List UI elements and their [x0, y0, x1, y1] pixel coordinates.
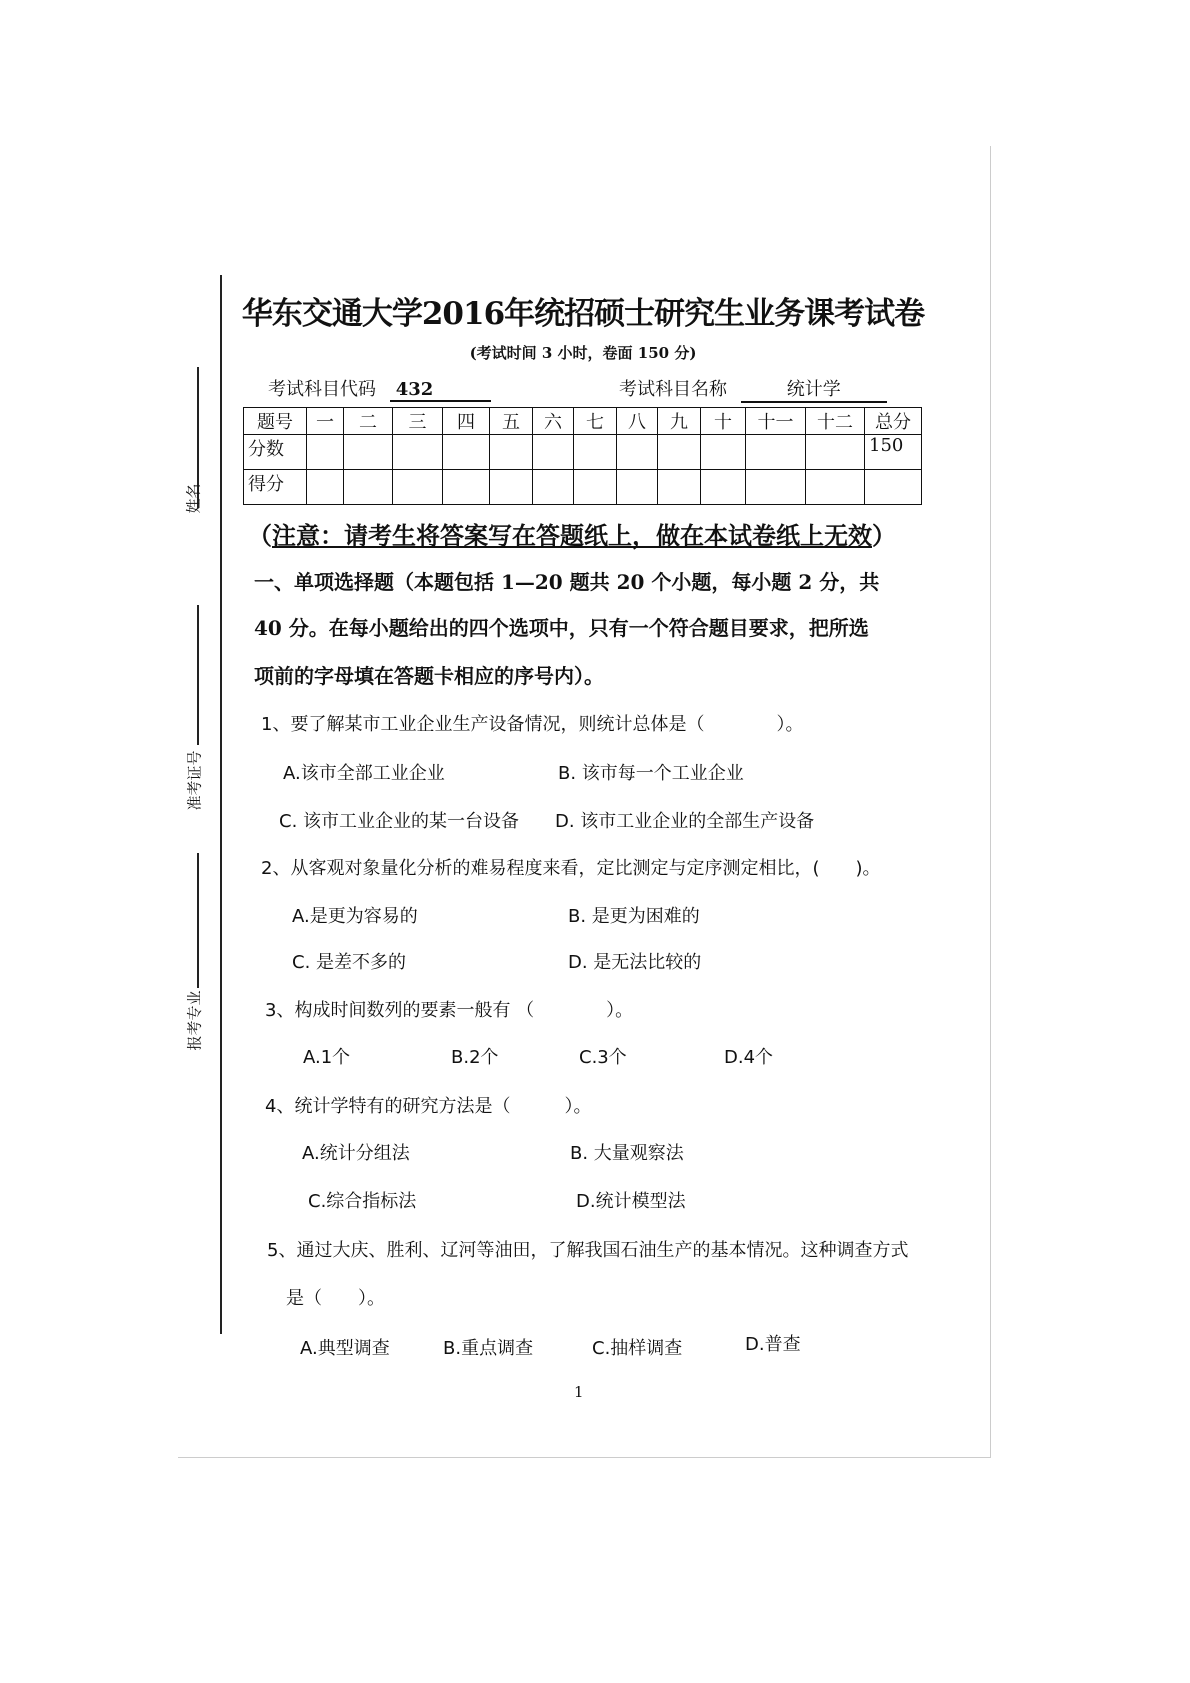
- table-cell: 六: [533, 408, 574, 435]
- question-1: 1、要了解某市工业企业生产设备情况，则统计总体是（ ）。: [261, 714, 804, 735]
- option: C. 该市工业企业的某一台设备: [279, 811, 520, 832]
- table-cell: 九: [658, 408, 701, 435]
- page-number: 1: [574, 1383, 584, 1401]
- table-row-points: [244, 435, 922, 470]
- table-cell: [307, 470, 344, 505]
- table-cell: [746, 470, 806, 505]
- table-cell: [443, 470, 490, 505]
- subject-name-row: [619, 375, 887, 403]
- table-cell: 总分: [865, 408, 922, 435]
- major-blank: [197, 853, 199, 988]
- table-cell: [865, 470, 922, 505]
- option: B. 该市每一个工业企业: [558, 763, 744, 784]
- table-cell: 七: [574, 408, 617, 435]
- id-blank: [197, 605, 199, 745]
- option: B. 大量观察法: [570, 1143, 684, 1164]
- table-cell: 一: [307, 408, 344, 435]
- question-2: 2、从客观对象量化分析的难易程度来看，定比测定与定序测定相比，( )。: [261, 858, 881, 879]
- question-3: 3、构成时间数列的要素一般有 （ ）。: [265, 1000, 634, 1021]
- side-label-name: 姓名: [184, 483, 203, 514]
- table-cell: 得分: [244, 470, 307, 505]
- table-cell: 十一: [746, 408, 806, 435]
- table-cell: [658, 470, 701, 505]
- binding-line: [220, 275, 222, 1334]
- table-cell: 题号: [244, 408, 307, 435]
- table-cell: [617, 470, 658, 505]
- option: C.综合指标法: [308, 1191, 417, 1212]
- table-cell: [746, 435, 806, 470]
- table-cell: 二: [344, 408, 393, 435]
- score-table: [243, 407, 922, 505]
- option: D. 是无法比较的: [568, 952, 702, 973]
- notice-text: 注意：请考生将答案写在答题纸上，做在本试卷纸上无效: [272, 521, 872, 550]
- option: A.统计分组法: [302, 1143, 410, 1164]
- option: A.典型调查: [300, 1338, 390, 1359]
- table-cell: 十二: [806, 408, 865, 435]
- option: D.统计模型法: [576, 1191, 686, 1212]
- notice-close: ）: [872, 521, 896, 550]
- subject-name: 统计学: [741, 375, 887, 403]
- page-edge-bottom: [178, 1457, 991, 1458]
- table-cell: [344, 435, 393, 470]
- subject-code-label: 考试科目代码: [268, 379, 376, 400]
- option: D. 该市工业企业的全部生产设备: [555, 811, 815, 832]
- table-cell: 五: [490, 408, 533, 435]
- table-cell: [344, 470, 393, 505]
- table-cell: [443, 435, 490, 470]
- table-cell: 三: [393, 408, 443, 435]
- table-cell: 分数: [244, 435, 307, 470]
- option: B.重点调查: [443, 1338, 534, 1359]
- section-heading-line2: 40 分。在每小题给出的四个选项中，只有一个符合题目要求，把所选: [254, 616, 869, 640]
- table-cell: 十: [701, 408, 746, 435]
- table-cell: [574, 435, 617, 470]
- table-cell: [806, 470, 865, 505]
- table-cell: [533, 435, 574, 470]
- option: A.该市全部工业企业: [283, 763, 445, 784]
- subject-name-label: 考试科目名称: [619, 379, 727, 400]
- table-cell: [574, 470, 617, 505]
- table-cell: 八: [617, 408, 658, 435]
- table-cell: [701, 470, 746, 505]
- notice-open: （: [248, 521, 272, 550]
- table-cell: [393, 470, 443, 505]
- table-cell: 四: [443, 408, 490, 435]
- table-row-score: [244, 470, 922, 505]
- option: A.1个: [303, 1047, 351, 1068]
- section-heading-line3: 项前的字母填在答题卡相应的序号内）。: [254, 664, 604, 688]
- question-5: 5、通过大庆、胜利、辽河等油田，了解我国石油生产的基本情况。这种调查方式: [267, 1240, 909, 1261]
- table-cell: [701, 435, 746, 470]
- table-cell: [393, 435, 443, 470]
- question-4: 4、统计学特有的研究方法是（ ）。: [265, 1096, 592, 1117]
- exam-subtitle: (考试时间 3 小时，卷面 150 分): [469, 344, 697, 362]
- option: D.4个: [724, 1047, 774, 1068]
- option: D.普查: [745, 1334, 801, 1355]
- option: A.是更为容易的: [292, 906, 418, 927]
- notice: [248, 516, 896, 551]
- table-cell: [617, 435, 658, 470]
- table-cell: 150: [865, 435, 922, 470]
- exam-title: 华东交通大学2016年统招硕士研究生业务课考试卷: [241, 296, 925, 332]
- section-heading-line1: 一、单项选择题（本题包括 1—20 题共 20 个小题，每小题 2 分，共: [254, 570, 880, 594]
- table-cell: [490, 435, 533, 470]
- table-cell: [806, 435, 865, 470]
- option: C.3个: [579, 1047, 627, 1068]
- option: B.2个: [451, 1047, 499, 1068]
- page-edge-right: [990, 146, 991, 1458]
- table-cell: [533, 470, 574, 505]
- table-cell: [490, 470, 533, 505]
- option: C. 是差不多的: [292, 952, 407, 973]
- table-cell: [658, 435, 701, 470]
- side-label-major: 报考专业: [185, 990, 204, 1051]
- subject-code: 432: [390, 379, 491, 402]
- side-label-exam-id: 准考证号: [185, 750, 204, 811]
- option: C.抽样调查: [592, 1338, 683, 1359]
- subject-code-row: [268, 375, 491, 402]
- table-cell: [307, 435, 344, 470]
- table-header-row: [244, 408, 922, 435]
- option: B. 是更为困难的: [568, 906, 700, 927]
- question-5-cont: 是（ ）。: [286, 1288, 385, 1309]
